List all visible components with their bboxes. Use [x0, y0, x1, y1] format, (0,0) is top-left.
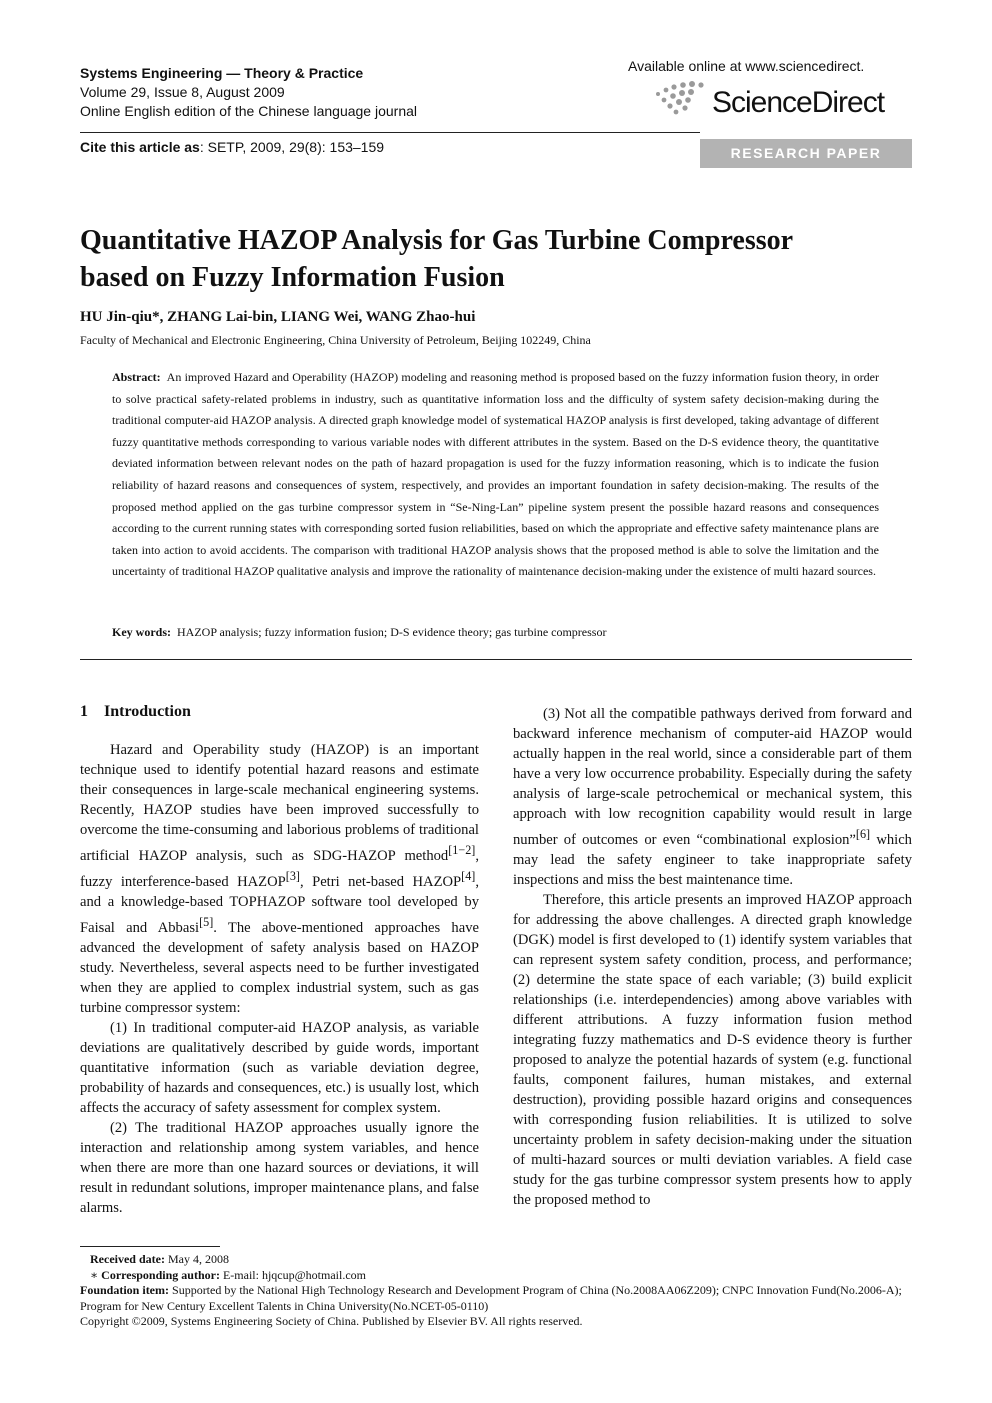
edition-note: Online English edition of the Chinese language journal: [80, 103, 418, 119]
title-line-2: based on Fuzzy Information Fusion: [80, 262, 505, 293]
volume-issue: Volume 29, Issue 8, August 2009: [80, 84, 285, 100]
text-run: , fuzzy interference-based HAZOP: [80, 847, 479, 890]
text-run: , and a knowledge-based TOPHAZOP software tool developed by Faisal and Abbasi: [80, 873, 479, 936]
section-number: 1: [80, 703, 88, 720]
title-line-1: Quantitative HAZOP Analysis for Gas Turbine Compressor: [80, 225, 794, 256]
journal-info: [80, 64, 417, 121]
keywords-label: Key words:: [112, 625, 171, 639]
intro-paragraph-4: [513, 704, 912, 890]
sciencedirect-logo[interactable]: ScienceDirect: [712, 86, 885, 119]
foundation-item: [80, 1283, 912, 1314]
author-list: HU Jin-qiu*, ZHANG Lai-bin, LIANG Wei, WANG Zhao-hui: [80, 309, 476, 325]
text-run: which may lead the safety engineer to take inappropriate safety inspections and miss the best maintenance time.: [513, 831, 912, 888]
cite-label: Cite this article as: [80, 139, 200, 155]
right-column: [513, 704, 912, 1210]
abstract-text: An improved Hazard and Operability (HAZOP) modeling and reasoning method is proposed based on the fuzzy information fusion theory, in order to solve practical safety-related problems in industry, such as quantitative information loss and the difficulty of system safety decision-making during the traditional computer-aid HAZOP analysis. A directed graph knowledge model of systematical HAZOP analysis is first developed, taking advantage of different fuzzy quantitative methods corresponding to various variable nodes with different attributes in the system. Based on the D-S evidence theory, the quantitative deviated information between relevant nodes on the path of hazard propagation is used for the fuzzy information reasoning, which is to indicate the fusion reliability of hazard reasons and consequences of system, respectively, and provides an important foundation in safety decision-making. The results of the proposed method applied on the gas turbine compressor system in “Se-Ning-Lan” pipeline system present the possible hazard reasons and consequences according to the current running states with corresponding sorted fusion reliabilities, based on which the appropriate and effective safety maintenance plans are taken into action to avoid accidents. The comparison with traditional HAZOP analysis shows that the proposed method is able to solve the limitation and the uncertainty of traditional HAZOP qualitative analysis and improve the rationality of maintenance decision-making under the existence of multi hazard sources.: [112, 370, 879, 579]
citation-ref[interactable]: [3]: [285, 868, 300, 883]
received-label: Received date:: [90, 1252, 165, 1266]
citation-line: [80, 139, 384, 155]
corresponding-label: Corresponding author:: [101, 1267, 220, 1282]
keywords: [112, 625, 606, 640]
available-online-text[interactable]: Available online at www.sciencedirect.: [628, 58, 865, 74]
citation-ref[interactable]: [6]: [855, 827, 871, 841]
received-date: [80, 1252, 912, 1268]
text-run: . The above-mentioned approaches have advanced the development of safety analysis based on HAZOP study. Nevertheless, several aspects need to be further investigated when they are applied to complex industrial system, such as gas turbine compressor system:: [80, 919, 479, 1016]
journal-name: Systems Engineering — Theory & Practice: [80, 65, 364, 81]
funding-label: Foundation item:: [80, 1283, 170, 1297]
citation-ref[interactable]: [1−2]: [448, 843, 476, 857]
corresponding-author: ∗ Corresponding author: E-mail: hjqcup@hotmail.com: [90, 1267, 366, 1282]
intro-paragraph-3: (2) The traditional HAZOP approaches usually ignore the interaction and relationship among system variables, and hence when there are more than one hazard sources or deviations, it will result in redundant solutions, improper maintenance plans, and false alarms.: [80, 1119, 479, 1216]
header-divider: [80, 132, 700, 133]
section-title: Introduction: [104, 703, 191, 720]
text-run: , Petri net-based HAZOP: [299, 873, 462, 890]
text-run: Hazard and Operability study (HAZOP) is an important technique used to identify potential hazard reasons and estimate their consequences in large-scale mechanical engineering systems. Recently, HAZOP studies have been improved successfully to overcome the time-consuming and laborious problems of traditional artificial HAZOP analysis, such as SDG-HAZOP method: [80, 742, 479, 864]
copyright: Copyright ©2009, Systems Engineering Society of China. Published by Elsevier BV. All rights reserved.: [80, 1314, 583, 1328]
citation-ref[interactable]: [5]: [199, 914, 214, 929]
research-paper-badge: RESEARCH PAPER: [700, 139, 912, 168]
footnotes: [80, 1252, 912, 1330]
corresponding-value[interactable]: E-mail: hjqcup@hotmail.com: [219, 1267, 366, 1282]
keywords-text: HAZOP analysis; fuzzy information fusion; D-S evidence theory; gas turbine compressor: [177, 625, 607, 639]
funding-value: Supported by the National High Technology Research and Development Program of China (No.2008AA06Z209); CNPC Innovation Fund(No.2006-A); Program for New Century Excellent Talents in China University(No.NCET-05-0110): [80, 1283, 902, 1313]
text-run: (3) Not all the compatible pathways derived from forward and backward inference mechanism of computer-aid HAZOP would actually happen in the real world, since a considerable part of them have a very low occurrence probability. Especially during the safety analysis of large-scale petrochemical or mechanical system, this approach with low recognition capability would result in large number of outcomes or even “combinational explosion”: [513, 706, 912, 848]
abstract-label: Abstract:: [112, 370, 161, 384]
section-heading: [80, 703, 191, 721]
abstract-divider: [80, 659, 912, 660]
affiliation: Faculty of Mechanical and Electronic Engineering, China University of Petroleum, Beijing 102249, China: [80, 333, 591, 347]
paper-title: [80, 222, 920, 296]
footnote-divider: [80, 1246, 220, 1247]
intro-paragraph-5: Therefore, this article presents an improved HAZOP approach for addressing the above challenges. A directed graph knowledge (DGK) model is first developed to (1) identify system variables that can represent system safety condition, process, and performance; (2) determine the state space of each variable; (3) build explicit relationships (i.e. interdependencies) among above variables with different attributions. A fuzzy information fusion method integrating fuzzy mathematics and D-S evidence theory is further proposed to analyze the potential hazards of system (e.g. functional faults, component failures, human mistakes, and external destruction), providing possible hazard origins and consequences with corresponding fusion reliabilities. It is utilized to solve uncertainty problem in safety decision-making under the situation of multi-hazard sources or multi deviation variables. A field case study for the gas turbine compressor system presents how to apply the proposed method to: [513, 891, 912, 1208]
cite-value: : SETP, 2009, 29(8): 153–159: [199, 139, 385, 155]
intro-paragraph-2: (1) In traditional computer-aid HAZOP analysis, as variable deviations are qualitatively described by guide words, important quantitative information (such as variable deviation degree, probability of hazards and consequences, etc.) is usually lost, which affects the accuracy of safety assessment for complex system.: [80, 1019, 479, 1116]
intro-paragraph-1: [80, 740, 479, 1018]
left-column: [80, 740, 479, 1218]
citation-ref[interactable]: [4]: [461, 868, 476, 883]
abstract: [112, 367, 879, 583]
received-value: May 4, 2008: [164, 1252, 229, 1266]
